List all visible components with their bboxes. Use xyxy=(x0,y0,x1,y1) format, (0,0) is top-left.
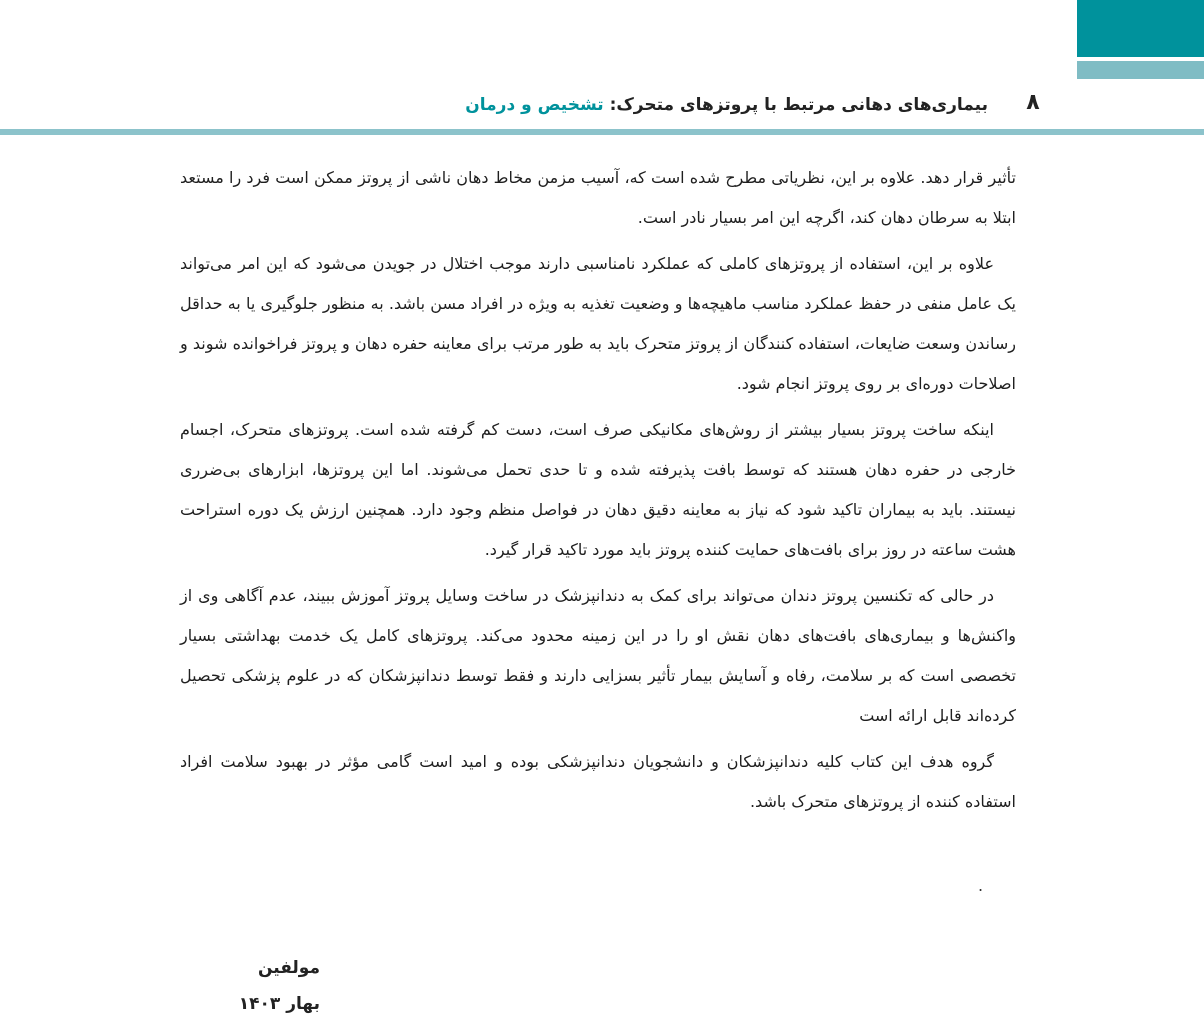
corner-accent-strip xyxy=(1077,61,1204,79)
page-number: ۸ xyxy=(1026,90,1040,115)
header-divider xyxy=(0,129,1204,135)
running-header-main: بیماری‌های دهانی مرتبط با پروتزهای متحرک: xyxy=(603,95,988,115)
body-text xyxy=(180,158,1016,828)
corner-accent-block xyxy=(1077,0,1204,57)
stray-mark: . xyxy=(978,876,984,895)
signature-block xyxy=(200,950,320,1022)
paragraph: در حالی که تکنسین پروتز دندان می‌تواند برای کمک به دندانپزشک در ساخت وسایل پروتز آموزش ببیند، عدم آگاهی وی از واکنش‌ها و بیماری‌های بافت‌های دهان نقش او را در این زمینه محدود می‌کند. پروتزهای کامل یک خدمت بهداشتی بسیار تخصصی است که بر سلامت، رفاه و آسایش بیمار تأثیر بسزایی دارند و فقط توسط دندانپزشکان که در علوم پزشکی تحصیل کرده‌اند قابل ارائه است xyxy=(180,586,1016,725)
paragraph: اینکه ساخت پروتز بسیار بیشتر از روش‌های مکانیکی صرف است، دست کم گرفته شده است. پروتزهای متحرک، اجسام خارجی در حفره دهان هستند که توسط بافت پذیرفته شده و تا حدی تحمل می‌شوند. اما این پروتزها، ابزارهای بی‌ضرری نیستند. باید به بیماران تاکید شود که نیاز به معاینه دقیق دهان در فواصل منظم وجود دارد. همچنین ارزش یک دوره استراحت هشت ساعته در روز برای بافت‌های حمایت کننده پروتز باید مورد تاکید قرار گیرد. xyxy=(180,420,1016,559)
paragraph: علاوه بر این، استفاده از پروتزهای کاملی که عملکرد نامناسبی دارند موجب اختلال در جویدن می‌شود که این امر می‌تواند یک عامل منفی در حفظ عملکرد مناسب ماهیچه‌ها و وضعیت تغذیه به ویژه در افراد مسن باشد. به منظور جلوگیری یا به حداقل رساندن وسعت ضایعات، استفاده کنندگان از پروتز متحرک باید به طور مرتب برای معاینه حفره دهان و پروتز فراخوانده شوند و اصلاحات دوره‌ای بر روی پروتز انجام شود. xyxy=(180,254,1016,393)
signature-date: بهار ۱۴۰۳ xyxy=(238,994,320,1014)
paragraph: تأثیر قرار دهد. علاوه بر این، نظریاتی مطرح شده است که، آسیب مزمن مخاط دهان ناشی از پروتز ممکن است فرد را مستعد ابتلا به سرطان دهان کند، اگرچه این امر بسیار نادر است. xyxy=(180,168,1016,227)
running-header-highlight: تشخیص و درمان xyxy=(465,95,604,115)
running-header-title xyxy=(288,95,988,115)
signature-authors: مولفین xyxy=(257,958,320,978)
paragraph: گروه هدف این کتاب کلیه دندانپزشکان و دانشجویان دندانپزشکی بوده و امید است گامی مؤثر در بهبود سلامت افراد استفاده کننده از پروتزهای متحرک باشد. xyxy=(180,752,1016,811)
